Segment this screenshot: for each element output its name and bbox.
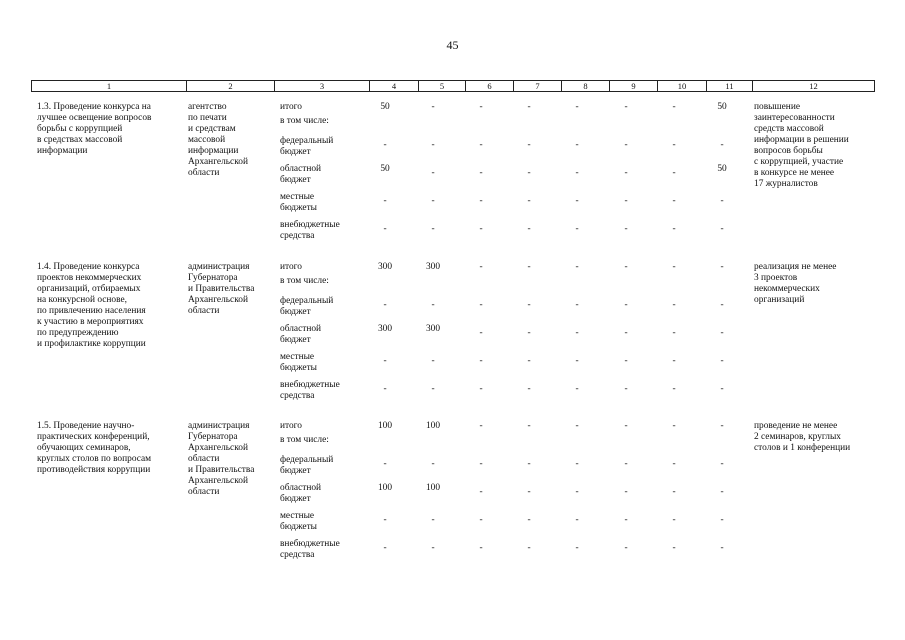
funding-value: - xyxy=(527,356,531,366)
funding-value: - xyxy=(575,328,579,338)
funding-value: - xyxy=(624,515,628,525)
funding-value: 100 xyxy=(377,483,393,493)
funding-value: - xyxy=(527,224,531,234)
funding-source-label: областной бюджет xyxy=(280,164,322,185)
funding-value: - xyxy=(575,224,579,234)
funding-value: - xyxy=(383,224,387,234)
funding-value: - xyxy=(527,459,531,469)
funding-value: - xyxy=(575,262,579,272)
funding-source-label: в том числе: xyxy=(280,435,329,445)
funding-value: - xyxy=(624,328,628,338)
funding-value: - xyxy=(479,459,483,469)
funding-value: - xyxy=(527,102,531,112)
funding-value: - xyxy=(624,543,628,553)
funding-value: - xyxy=(431,515,435,525)
funding-value: - xyxy=(720,224,724,234)
funding-value: - xyxy=(479,224,483,234)
funding-value: - xyxy=(431,543,435,553)
funding-value: - xyxy=(624,300,628,310)
funding-value: - xyxy=(575,196,579,206)
funding-value: - xyxy=(624,459,628,469)
column-header: 4 xyxy=(370,81,419,92)
funding-value: - xyxy=(672,459,676,469)
funding-value: - xyxy=(720,421,724,431)
funding-value: - xyxy=(720,384,724,394)
funding-source-label: местные бюджеты xyxy=(280,352,317,373)
funding-value: 50 xyxy=(380,164,390,174)
funding-value: - xyxy=(431,168,435,178)
funding-source-label: областной бюджет xyxy=(280,483,322,504)
funding-source-label: в том числе: xyxy=(280,276,329,286)
funding-value: - xyxy=(479,384,483,394)
funding-source-label: областной бюджет xyxy=(280,324,322,345)
funding-value: - xyxy=(479,356,483,366)
funding-value: - xyxy=(624,421,628,431)
funding-value: - xyxy=(479,140,483,150)
funding-value: - xyxy=(575,102,579,112)
funding-value: - xyxy=(672,515,676,525)
funding-value: - xyxy=(431,140,435,150)
funding-value: 50 xyxy=(380,102,390,112)
funding-value: - xyxy=(672,102,676,112)
column-header: 2 xyxy=(187,81,275,92)
funding-value: - xyxy=(479,168,483,178)
column-header: 6 xyxy=(466,81,514,92)
funding-value: - xyxy=(720,356,724,366)
funding-value: - xyxy=(479,515,483,525)
funding-value: - xyxy=(575,421,579,431)
funding-source-label: итого xyxy=(280,262,302,272)
funding-value: - xyxy=(624,102,628,112)
funding-value: 50 xyxy=(717,102,727,112)
funding-value: - xyxy=(672,224,676,234)
column-header: 1 xyxy=(32,81,187,92)
funding-value: - xyxy=(672,356,676,366)
funding-value: - xyxy=(479,196,483,206)
funding-value: 300 xyxy=(425,262,441,272)
funding-value: - xyxy=(383,515,387,525)
funding-value: - xyxy=(431,300,435,310)
funding-value: - xyxy=(527,262,531,272)
expected-result: реализация не менее 3 проектов некоммерческих организаций xyxy=(754,262,837,305)
funding-value: - xyxy=(575,459,579,469)
funding-value: - xyxy=(672,168,676,178)
funding-value: - xyxy=(479,487,483,497)
funding-value: - xyxy=(575,168,579,178)
funding-value: - xyxy=(527,487,531,497)
funding-value: - xyxy=(575,515,579,525)
column-header: 10 xyxy=(658,81,707,92)
funding-value: - xyxy=(479,262,483,272)
funding-value: - xyxy=(624,224,628,234)
funding-value: 100 xyxy=(425,421,441,431)
funding-value: - xyxy=(672,384,676,394)
funding-value: - xyxy=(575,356,579,366)
funding-value: - xyxy=(672,328,676,338)
column-header: 12 xyxy=(753,81,875,92)
funding-value: - xyxy=(383,459,387,469)
funding-value: - xyxy=(527,543,531,553)
executor: агентство по печати и средствам массовой информации Архангельской области xyxy=(188,102,248,178)
funding-value: - xyxy=(624,384,628,394)
funding-value: - xyxy=(431,384,435,394)
funding-source-label: федеральный бюджет xyxy=(280,296,334,317)
funding-value: - xyxy=(479,328,483,338)
funding-value: - xyxy=(672,421,676,431)
funding-value: - xyxy=(720,487,724,497)
funding-value: - xyxy=(527,196,531,206)
funding-value: - xyxy=(431,459,435,469)
funding-source-label: федеральный бюджет xyxy=(280,136,334,157)
funding-value: - xyxy=(527,168,531,178)
funding-value: - xyxy=(527,140,531,150)
funding-value: - xyxy=(624,356,628,366)
funding-value: - xyxy=(720,262,724,272)
funding-value: - xyxy=(624,140,628,150)
funding-source-label: внебюджетные средства xyxy=(280,380,340,401)
funding-value: - xyxy=(720,515,724,525)
funding-value: 300 xyxy=(425,324,441,334)
section-name: 1.3. Проведение конкурса на лучшее освещение вопросов борьбы с коррупцией в средствах массовой информации xyxy=(37,102,152,156)
funding-value: - xyxy=(527,384,531,394)
funding-value: 100 xyxy=(377,421,393,431)
funding-source-label: итого xyxy=(280,102,302,112)
funding-value: - xyxy=(527,328,531,338)
funding-value: - xyxy=(720,459,724,469)
funding-value: 100 xyxy=(425,483,441,493)
funding-value: - xyxy=(575,300,579,310)
column-header: 5 xyxy=(419,81,466,92)
executor: администрация Губернатора и Правительства Архангельской области xyxy=(188,262,255,316)
funding-value: - xyxy=(672,196,676,206)
expected-result: проведение не менее 2 семинаров, круглых столов и 1 конференции xyxy=(754,421,851,453)
funding-value: - xyxy=(527,515,531,525)
funding-value: - xyxy=(720,140,724,150)
page-number: 45 xyxy=(446,38,459,52)
funding-value: - xyxy=(479,421,483,431)
funding-value: - xyxy=(575,384,579,394)
funding-value: 300 xyxy=(377,262,393,272)
funding-value: - xyxy=(624,168,628,178)
funding-value: - xyxy=(527,300,531,310)
funding-value: - xyxy=(672,487,676,497)
column-header: 3 xyxy=(275,81,370,92)
funding-value: - xyxy=(383,356,387,366)
funding-value: - xyxy=(672,262,676,272)
funding-value: - xyxy=(479,300,483,310)
funding-value: - xyxy=(672,140,676,150)
funding-value: - xyxy=(720,328,724,338)
funding-value: - xyxy=(479,102,483,112)
funding-source-label: итого xyxy=(280,421,302,431)
funding-source-label: местные бюджеты xyxy=(280,192,317,213)
column-header: 8 xyxy=(562,81,610,92)
funding-value: - xyxy=(383,196,387,206)
funding-value: - xyxy=(720,300,724,310)
funding-value: - xyxy=(383,384,387,394)
column-header-row xyxy=(31,80,875,92)
section-name: 1.4. Проведение конкурса проектов некоммерческих организаций, отбираемых на конкурсной основе, по привлечению населения к участию в мероприятиях по предупреждению и профилактике коррупции xyxy=(37,262,146,349)
column-header: 11 xyxy=(707,81,753,92)
funding-value: - xyxy=(575,140,579,150)
expected-result: повышение заинтересованности средств массовой информации в решении вопросов борьбы с коррупцией, участие в конкурсе не менее 17 журналистов xyxy=(754,102,849,189)
funding-value: - xyxy=(575,543,579,553)
funding-source-label: федеральный бюджет xyxy=(280,455,334,476)
section-name: 1.5. Проведение научно- практических конференций, обучающих семинаров, круглых столов по вопросам противодействия коррупции xyxy=(37,421,152,475)
funding-source-label: в том числе: xyxy=(280,116,329,126)
funding-value: 50 xyxy=(717,164,727,174)
funding-source-label: внебюджетные средства xyxy=(280,220,340,241)
funding-value: - xyxy=(720,543,724,553)
executor: администрация Губернатора Архангельской области и Правительства Архангельской области xyxy=(188,421,255,497)
column-header: 7 xyxy=(514,81,562,92)
funding-value: - xyxy=(383,140,387,150)
funding-source-label: внебюджетные средства xyxy=(280,539,340,560)
funding-value: - xyxy=(624,487,628,497)
funding-value: - xyxy=(527,421,531,431)
funding-value: - xyxy=(575,487,579,497)
funding-value: - xyxy=(720,196,724,206)
funding-value: - xyxy=(383,300,387,310)
funding-value: - xyxy=(479,543,483,553)
column-header: 9 xyxy=(610,81,658,92)
funding-value: - xyxy=(624,196,628,206)
funding-value: - xyxy=(672,543,676,553)
funding-value: - xyxy=(431,102,435,112)
funding-source-label: местные бюджеты xyxy=(280,511,317,532)
funding-value: - xyxy=(672,300,676,310)
funding-value: - xyxy=(624,262,628,272)
funding-value: 300 xyxy=(377,324,393,334)
funding-value: - xyxy=(431,224,435,234)
funding-value: - xyxy=(431,196,435,206)
funding-value: - xyxy=(431,356,435,366)
funding-value: - xyxy=(383,543,387,553)
